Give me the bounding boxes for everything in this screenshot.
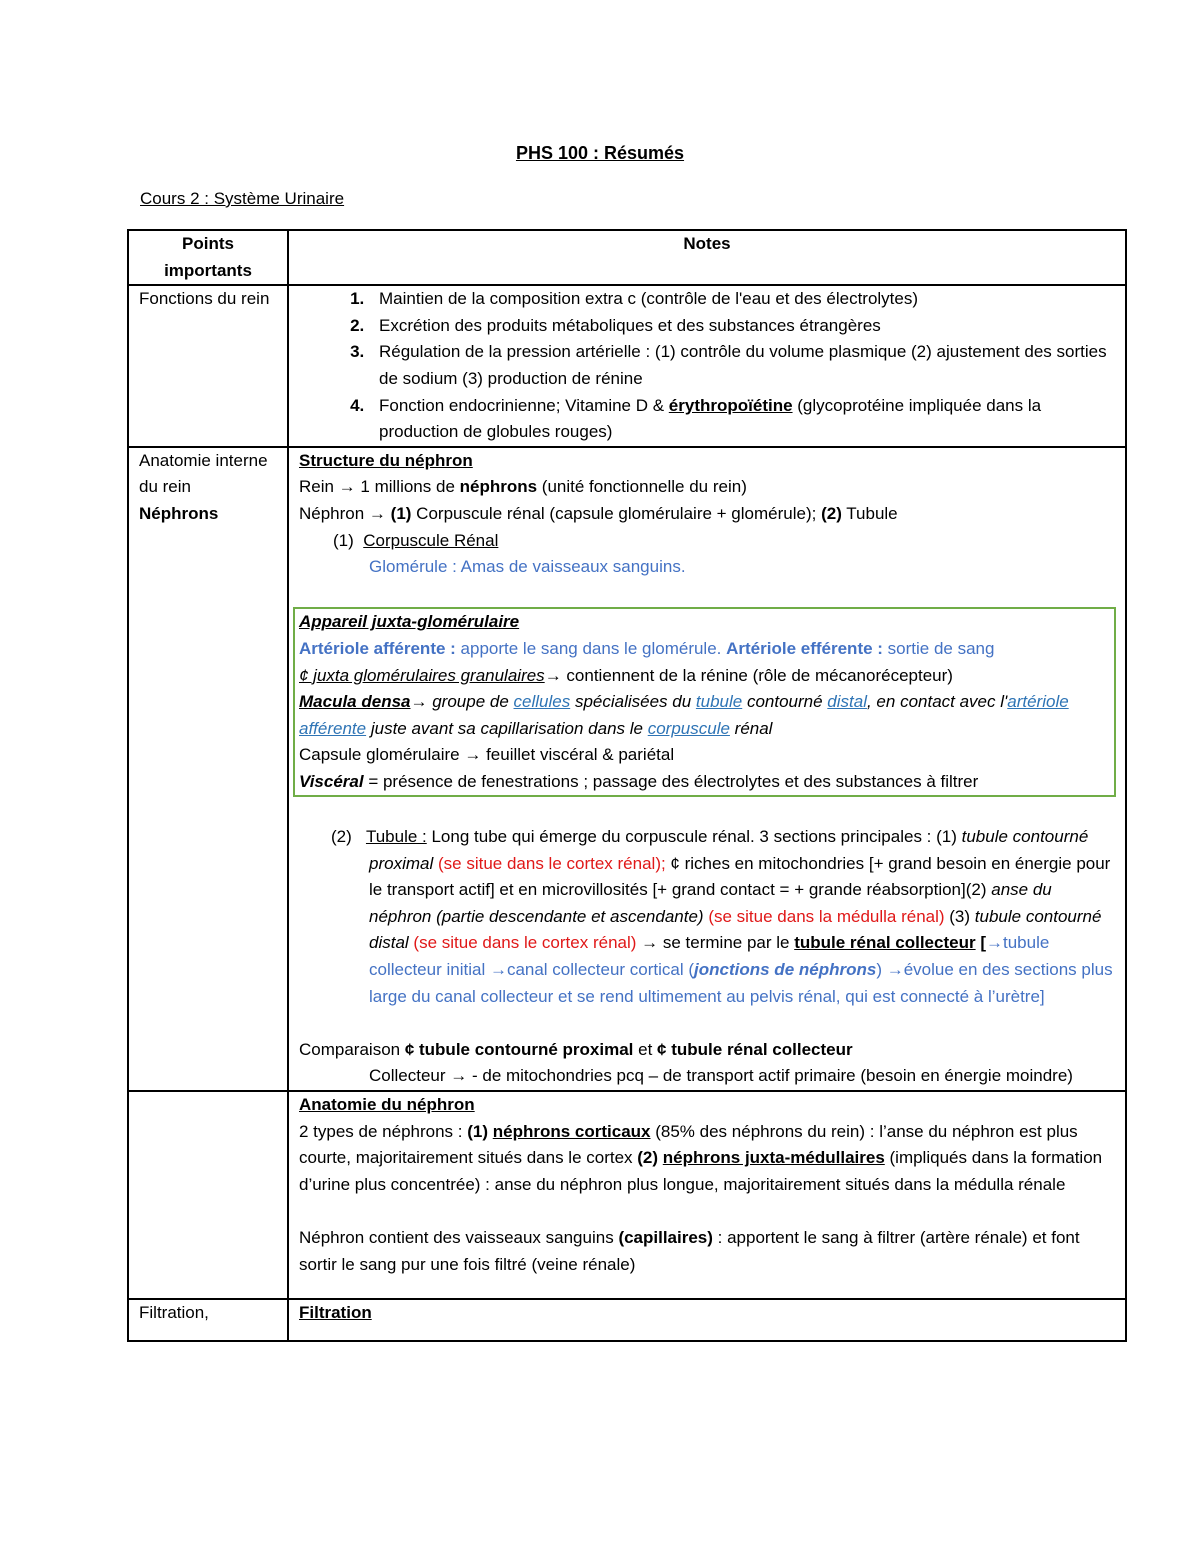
header-points: Points importants [128, 230, 288, 285]
text: → groupe de [410, 692, 514, 712]
line-capsule: Capsule glomérulaire → feuillet viscéral & pariétal [299, 745, 675, 765]
text: →tubule collecteur initial →canal collecteur cortical ( [369, 933, 1050, 980]
text: : apportent le sang à filtrer (artère rénale) et font sortir le sang pur une fois filtré (veine rénale) [299, 1227, 1080, 1274]
link-afferente[interactable]: afférente [299, 718, 367, 738]
text: contourné [742, 692, 828, 712]
document-title: PHS 100 : Résumés [515, 143, 685, 163]
link-distal[interactable]: distal [827, 692, 867, 712]
table-row-anatomie [128, 447, 1126, 1091]
box-title: Appareil juxta-glomérulaire [299, 612, 520, 632]
text: ¢ tubule rénal collecteur [657, 1039, 853, 1059]
text: Néphron contient des vaisseaux sanguins [299, 1227, 619, 1247]
section-structure-title: Structure du néphron [299, 450, 473, 470]
text: anse du néphron (partie descendante et ascendante) [369, 880, 1052, 926]
text: spécialisées du [570, 692, 696, 712]
text: [ [975, 933, 986, 953]
text: (2) [821, 503, 842, 523]
text: ¢ tubule contourné proximal [404, 1039, 634, 1059]
text: ¢ juxta glomérulaires granulaires [299, 665, 545, 685]
text: Macula densa [299, 692, 411, 712]
spacer [299, 1198, 1115, 1225]
line-visceral [299, 769, 1110, 796]
header-notes: Notes [288, 230, 1126, 285]
tubule-label: Tubule : [365, 827, 427, 847]
text: sortie de sang [882, 638, 995, 658]
line-glomerule: Glomérule : Amas de vaisseaux sanguins. [369, 557, 686, 577]
line-arterioles [299, 636, 1110, 663]
tubule-paragraph [299, 824, 1115, 1010]
notes-table [127, 229, 1127, 1342]
paragraph-types [299, 1119, 1115, 1199]
paragraph-capillaires [299, 1225, 1115, 1278]
text: Corpuscule rénal (capsule glomérulaire + glomérule); [411, 503, 822, 523]
row-label-anatomie [128, 447, 288, 1091]
text: rénal [729, 718, 773, 738]
link-arteriole[interactable]: artériole [1007, 692, 1069, 712]
spacer [299, 1278, 1115, 1298]
text: 2 types de néphrons : [299, 1121, 468, 1141]
link-cellules[interactable]: cellules [513, 692, 571, 712]
text: Long tube qui émerge du corpuscule rénal. 3 sections principales : (1) [426, 827, 962, 847]
list-item [369, 393, 1115, 446]
section-anatomie-title: Anatomie du néphron [299, 1095, 475, 1114]
list-item: 2. Excrétion des produits métaboliques et des substances étrangères [369, 313, 1115, 340]
text: Néphron → [299, 503, 391, 523]
text: ¢ riches en mitochondries [+ grand besoin en énergie pour le transport actif] et en microvillosités [+ grand contact = + grande réabsorption](2) [369, 853, 1111, 900]
line-nephron [299, 501, 1115, 528]
row-notes-anatomie [288, 447, 1126, 1091]
label-nephrons: Néphrons [139, 503, 219, 523]
table-header-row [128, 230, 1126, 285]
text: néphrons juxta-médullaires [662, 1148, 885, 1168]
line-rein [299, 474, 1115, 501]
text: (1) [333, 530, 354, 550]
term-erythropoietine: érythropoïétine [668, 395, 793, 415]
link-tubule[interactable]: tubule [695, 692, 743, 712]
course-title: Cours 2 : Système Urinaire [140, 189, 345, 208]
table-row-anatomie-nephron [128, 1091, 1126, 1299]
table-row-filtration [128, 1299, 1126, 1341]
label-anatomie: Anatomie interne du rein [139, 450, 268, 497]
line-macula [299, 689, 1110, 742]
text: Tubule [841, 503, 898, 523]
text: Rein → 1 millions de [299, 477, 460, 497]
text: , en contact avec l' [866, 692, 1008, 712]
text: jonctions de néphrons [694, 960, 877, 980]
juxta-glomerular-box [293, 607, 1116, 797]
text: Comparaison [299, 1039, 405, 1059]
spacer [299, 581, 1115, 608]
text: (1) [467, 1121, 489, 1141]
text: Viscéral [299, 771, 364, 791]
text: (unité fonctionnelle du rein) [537, 477, 747, 497]
line-comparaison [299, 1037, 1115, 1064]
text: (se situe dans la médulla rénal) [708, 906, 945, 926]
text: Artériole efférente : [726, 638, 883, 658]
table-row-fonctions [128, 285, 1126, 447]
row-label-empty [128, 1091, 288, 1299]
text: (impliqués dans la formation d’urine plus concentrée) : anse du néphron plus longue, majoritairement situés dans la médulla rénale [299, 1148, 1103, 1194]
line-collecteur: Collecteur → - de mitochondries pcq – de transport actif primaire (besoin en énergie moindre) [369, 1066, 1073, 1086]
text: (1) [390, 503, 412, 523]
link-corpuscule[interactable]: corpuscule [647, 718, 730, 738]
row-label-filtration: Filtration, [128, 1299, 288, 1341]
text: néphrons [459, 477, 538, 497]
list-item: 3. Régulation de la pression artérielle : (1) contrôle du volume plasmique (2) ajustement des sorties de sodium (3) production de rénine [369, 339, 1115, 392]
text: apporte le sang dans le glomérule. [455, 638, 727, 658]
text: et [633, 1039, 658, 1059]
text: (se situe dans le cortex rénal); [437, 853, 666, 873]
spacer [299, 1010, 1115, 1037]
text: (2) [637, 1148, 659, 1168]
list-item: 1. Maintien de la composition extra c (contrôle de l'eau et des électrolytes) [369, 286, 1115, 313]
text: Fonction endocrinienne; Vitamine D & [379, 395, 669, 415]
text: juste avant sa capillarisation dans le [366, 718, 648, 738]
spacer [299, 797, 1115, 824]
row-notes-anatomie-nephron [288, 1091, 1126, 1299]
text: Artériole afférente : [299, 638, 456, 658]
text: (se situe dans le cortex rénal) [413, 933, 637, 953]
corpuscule-label: Corpuscule Rénal [363, 530, 499, 550]
row-label-fonctions: Fonctions du rein [128, 285, 288, 447]
text: ) →évolue en des sections plus large du canal collecteur et se rend ultimement au pelvis rénal, qui est connecté à l’urètre] [369, 960, 1113, 1006]
text: → contiennent de la rénine (rôle de mécanorécepteur) [544, 665, 953, 685]
text: → se termine par le [636, 933, 795, 953]
text: néphrons corticaux [492, 1121, 651, 1141]
text: (85% des néphrons du rein) : l’anse du néphron est plus courte, majoritairement situés dans le cortex [299, 1121, 1078, 1168]
text: (2) [331, 827, 352, 847]
text: (glycoprotéine impliquée dans la production de globules rouges) [379, 395, 1042, 442]
text: (capillaires) [618, 1227, 713, 1247]
text: tubule contourné proximal [369, 827, 1089, 873]
text: (3) [944, 906, 975, 926]
row-notes-fonctions [288, 285, 1126, 447]
line-corpuscule [299, 528, 1115, 555]
line-cellules [299, 663, 1110, 690]
section-filtration-title: Filtration [288, 1299, 1126, 1341]
functions-list [299, 286, 1115, 446]
text: tubule contourné distal [369, 906, 1102, 953]
text: = présence de fenestrations ; passage des électrolytes et des substances à filtrer [363, 771, 979, 791]
text: tubule rénal collecteur [794, 933, 976, 953]
